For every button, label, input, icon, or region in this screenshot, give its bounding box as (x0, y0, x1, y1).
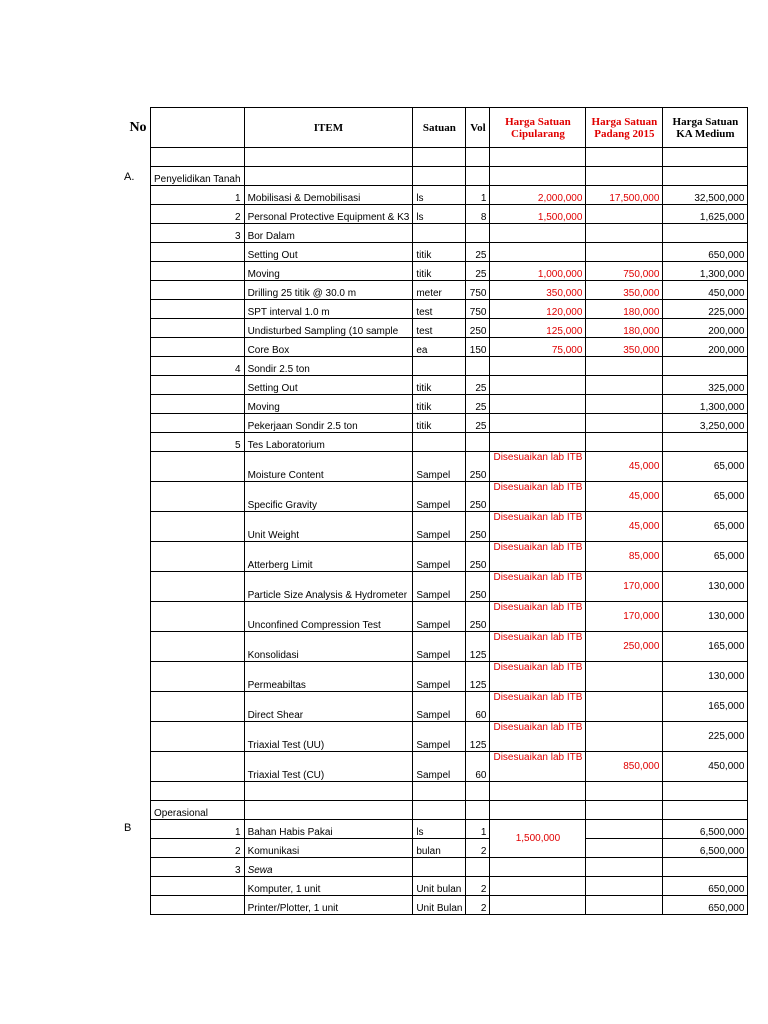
row-no (151, 395, 245, 414)
row-harga-ka-medium: 225,000 (663, 300, 748, 319)
row-no (151, 512, 245, 542)
table-row (151, 433, 748, 452)
table-row (151, 205, 748, 224)
row-harga-ka-medium: 130,000 (663, 602, 748, 632)
row-harga-padang (586, 692, 663, 722)
table-row (151, 262, 748, 281)
row-item: Komputer, 1 unit (244, 877, 413, 896)
row-vol (466, 858, 490, 877)
row-satuan: Unit bulan (413, 877, 466, 896)
row-harga-cipularang: Disesuaikan lab ITB (490, 752, 586, 782)
row-harga-ka-medium: 65,000 (663, 542, 748, 572)
row-item: Sondir 2.5 ton (244, 357, 413, 376)
row-no (151, 542, 245, 572)
row-harga-cipularang: Disesuaikan lab ITB (490, 452, 586, 482)
row-item: Bahan Habis Pakai (244, 820, 413, 839)
row-harga-padang: 750,000 (586, 262, 663, 281)
row-harga-cipularang: Disesuaikan lab ITB (490, 572, 586, 602)
table-row (151, 692, 748, 722)
row-harga-ka-medium: 1,300,000 (663, 262, 748, 281)
section-b-row (151, 801, 748, 820)
row-vol: 250 (466, 482, 490, 512)
header-no-cell (151, 108, 245, 148)
row-harga-ka-medium: 650,000 (663, 877, 748, 896)
row-item: Moving (244, 395, 413, 414)
section-b-label: B (124, 822, 132, 834)
row-satuan: Sampel (413, 632, 466, 662)
row-no: 4 (151, 357, 245, 376)
table-row (151, 662, 748, 692)
row-vol: 25 (466, 262, 490, 281)
table-row (151, 839, 748, 858)
row-satuan: titik (413, 414, 466, 433)
row-satuan: ls (413, 186, 466, 205)
table-row (151, 376, 748, 395)
row-harga-cipularang (490, 243, 586, 262)
row-satuan: Sampel (413, 452, 466, 482)
row-harga-ka-medium: 1,625,000 (663, 205, 748, 224)
row-harga-padang (586, 433, 663, 452)
row-harga-cipularang: Disesuaikan lab ITB (490, 722, 586, 752)
row-harga-ka-medium: 450,000 (663, 752, 748, 782)
table-row (151, 186, 748, 205)
header-row (151, 108, 748, 148)
row-harga-cipularang: 120,000 (490, 300, 586, 319)
row-harga-ka-medium: 200,000 (663, 319, 748, 338)
row-satuan: Sampel (413, 602, 466, 632)
header-vol: Vol (466, 108, 490, 148)
section-a-row (151, 167, 748, 186)
table-row (151, 542, 748, 572)
row-harga-ka-medium (663, 357, 748, 376)
row-harga-cipularang: 1,000,000 (490, 262, 586, 281)
row-harga-padang (586, 877, 663, 896)
row-harga-padang: 85,000 (586, 542, 663, 572)
row-harga-padang: 45,000 (586, 452, 663, 482)
row-harga-padang: 350,000 (586, 338, 663, 357)
row-item: Triaxial Test (CU) (244, 752, 413, 782)
row-no (151, 692, 245, 722)
row-item: Atterberg Limit (244, 542, 413, 572)
table-row (151, 877, 748, 896)
row-satuan: test (413, 319, 466, 338)
row-harga-cipularang: Disesuaikan lab ITB (490, 482, 586, 512)
section-a-label: A. (124, 171, 135, 183)
row-vol: 250 (466, 319, 490, 338)
row-no (151, 338, 245, 357)
row-harga-cipularang (490, 357, 586, 376)
cost-table (150, 107, 748, 915)
table-row (151, 338, 748, 357)
row-no (151, 896, 245, 915)
row-harga-padang (586, 376, 663, 395)
row-vol: 60 (466, 752, 490, 782)
row-vol (466, 224, 490, 243)
row-satuan (413, 357, 466, 376)
table-row (151, 452, 748, 482)
row-no (151, 752, 245, 782)
row-satuan: Sampel (413, 722, 466, 752)
row-harga-ka-medium: 200,000 (663, 338, 748, 357)
merged-harga-cipularang: 1,500,000 (490, 820, 586, 858)
row-vol: 250 (466, 542, 490, 572)
row-no: 3 (151, 858, 245, 877)
row-vol: 25 (466, 376, 490, 395)
row-satuan: Sampel (413, 662, 466, 692)
row-satuan (413, 858, 466, 877)
row-no (151, 452, 245, 482)
row-satuan: Sampel (413, 752, 466, 782)
header-harga-cipularang: Harga Satuan Cipularang (490, 108, 586, 148)
row-harga-padang (586, 662, 663, 692)
row-satuan: Sampel (413, 572, 466, 602)
table-row (151, 482, 748, 512)
row-vol: 2 (466, 839, 490, 858)
table-row (151, 224, 748, 243)
row-item: Undisturbed Sampling (10 sample (244, 319, 413, 338)
row-item: Moisture Content (244, 452, 413, 482)
row-harga-cipularang: 2,000,000 (490, 186, 586, 205)
table-row (151, 602, 748, 632)
row-harga-ka-medium: 3,250,000 (663, 414, 748, 433)
row-no (151, 281, 245, 300)
row-harga-padang (586, 224, 663, 243)
row-item: Permeabiltas (244, 662, 413, 692)
row-no: 5 (151, 433, 245, 452)
row-no: 3 (151, 224, 245, 243)
row-vol: 25 (466, 395, 490, 414)
row-no (151, 243, 245, 262)
row-item: Specific Gravity (244, 482, 413, 512)
row-item: Particle Size Analysis & Hydrometer (244, 572, 413, 602)
row-harga-ka-medium (663, 433, 748, 452)
row-item: Pekerjaan Sondir 2.5 ton (244, 414, 413, 433)
row-no (151, 632, 245, 662)
table-row (151, 752, 748, 782)
row-harga-ka-medium (663, 858, 748, 877)
row-vol: 2 (466, 896, 490, 915)
row-vol: 250 (466, 572, 490, 602)
row-satuan: meter (413, 281, 466, 300)
row-item: Komunikasi (244, 839, 413, 858)
row-no (151, 602, 245, 632)
row-harga-padang (586, 722, 663, 752)
blank-row (151, 782, 748, 801)
row-no (151, 300, 245, 319)
table-row (151, 722, 748, 752)
table-row (151, 632, 748, 662)
row-vol: 125 (466, 722, 490, 752)
row-satuan: ls (413, 205, 466, 224)
row-item: Tes Laboratorium (244, 433, 413, 452)
row-harga-cipularang (490, 877, 586, 896)
table-row (151, 395, 748, 414)
row-satuan: Sampel (413, 542, 466, 572)
row-satuan (413, 433, 466, 452)
row-item: Bor Dalam (244, 224, 413, 243)
row-item: Setting Out (244, 376, 413, 395)
table-row (151, 512, 748, 542)
row-item: Mobilisasi & Demobilisasi (244, 186, 413, 205)
row-vol: 1 (466, 820, 490, 839)
row-harga-cipularang: 1,500,000 (490, 205, 586, 224)
row-item: Setting Out (244, 243, 413, 262)
row-no (151, 414, 245, 433)
row-vol: 250 (466, 602, 490, 632)
row-no (151, 262, 245, 281)
row-harga-ka-medium: 650,000 (663, 243, 748, 262)
row-harga-ka-medium: 225,000 (663, 722, 748, 752)
row-vol: 750 (466, 281, 490, 300)
row-vol: 60 (466, 692, 490, 722)
row-harga-padang (586, 820, 663, 839)
row-no (151, 722, 245, 752)
row-vol: 250 (466, 452, 490, 482)
row-satuan (413, 224, 466, 243)
row-harga-padang (586, 896, 663, 915)
row-harga-cipularang: Disesuaikan lab ITB (490, 542, 586, 572)
row-harga-ka-medium: 650,000 (663, 896, 748, 915)
header-harga-padang: Harga Satuan Padang 2015 (586, 108, 663, 148)
row-vol: 125 (466, 662, 490, 692)
table-row (151, 858, 748, 877)
row-vol: 2 (466, 877, 490, 896)
row-harga-padang (586, 243, 663, 262)
row-harga-ka-medium: 32,500,000 (663, 186, 748, 205)
row-harga-ka-medium: 130,000 (663, 572, 748, 602)
row-satuan: test (413, 300, 466, 319)
row-harga-cipularang: Disesuaikan lab ITB (490, 512, 586, 542)
row-no (151, 319, 245, 338)
row-harga-cipularang: 75,000 (490, 338, 586, 357)
row-satuan: Sampel (413, 482, 466, 512)
row-item: Moving (244, 262, 413, 281)
row-harga-ka-medium: 130,000 (663, 662, 748, 692)
row-harga-cipularang: Disesuaikan lab ITB (490, 692, 586, 722)
row-vol: 150 (466, 338, 490, 357)
table-row (151, 300, 748, 319)
row-satuan: titik (413, 376, 466, 395)
row-harga-cipularang (490, 414, 586, 433)
section-a-title: Penyelidikan Tanah (154, 174, 241, 185)
row-harga-cipularang: Disesuaikan lab ITB (490, 662, 586, 692)
row-harga-padang (586, 205, 663, 224)
table-row (151, 896, 748, 915)
row-harga-padang: 170,000 (586, 572, 663, 602)
table-row (151, 820, 748, 839)
header-harga-ka-medium: Harga Satuan KA Medium (663, 108, 748, 148)
row-harga-padang: 17,500,000 (586, 186, 663, 205)
row-harga-padang: 350,000 (586, 281, 663, 300)
row-satuan: Sampel (413, 692, 466, 722)
row-item: Core Box (244, 338, 413, 357)
row-harga-ka-medium: 65,000 (663, 452, 748, 482)
section-b-title: Operasional (154, 808, 208, 819)
row-harga-ka-medium: 1,300,000 (663, 395, 748, 414)
row-satuan: titik (413, 395, 466, 414)
row-item: SPT interval 1.0 m (244, 300, 413, 319)
table-row (151, 319, 748, 338)
row-harga-ka-medium: 65,000 (663, 482, 748, 512)
row-harga-padang: 180,000 (586, 319, 663, 338)
row-satuan: ls (413, 820, 466, 839)
row-vol: 25 (466, 414, 490, 433)
row-satuan: titik (413, 262, 466, 281)
table-row (151, 243, 748, 262)
row-no: 2 (151, 839, 245, 858)
row-harga-cipularang (490, 433, 586, 452)
row-satuan: Sampel (413, 512, 466, 542)
row-harga-padang: 250,000 (586, 632, 663, 662)
row-harga-ka-medium: 325,000 (663, 376, 748, 395)
row-harga-ka-medium: 165,000 (663, 692, 748, 722)
table-row (151, 414, 748, 433)
row-satuan: ea (413, 338, 466, 357)
row-no (151, 572, 245, 602)
header-satuan: Satuan (413, 108, 466, 148)
row-item: Drilling 25 titik @ 30.0 m (244, 281, 413, 300)
row-vol (466, 433, 490, 452)
blank-row (151, 148, 748, 167)
row-harga-padang: 180,000 (586, 300, 663, 319)
table-row (151, 572, 748, 602)
table-row (151, 357, 748, 376)
row-harga-cipularang: Disesuaikan lab ITB (490, 632, 586, 662)
row-harga-ka-medium: 450,000 (663, 281, 748, 300)
row-no: 2 (151, 205, 245, 224)
row-vol (466, 357, 490, 376)
row-harga-ka-medium: 165,000 (663, 632, 748, 662)
row-harga-cipularang (490, 858, 586, 877)
row-no (151, 662, 245, 692)
row-harga-cipularang (490, 395, 586, 414)
row-satuan: titik (413, 243, 466, 262)
row-item: Sewa (244, 858, 413, 877)
row-harga-cipularang (490, 224, 586, 243)
row-item: Printer/Plotter, 1 unit (244, 896, 413, 915)
row-item: Triaxial Test (UU) (244, 722, 413, 752)
row-satuan: bulan (413, 839, 466, 858)
row-harga-cipularang: Disesuaikan lab ITB (490, 602, 586, 632)
row-harga-padang: 45,000 (586, 512, 663, 542)
row-no (151, 482, 245, 512)
row-no: 1 (151, 186, 245, 205)
header-item: ITEM (244, 108, 413, 148)
row-vol: 25 (466, 243, 490, 262)
row-vol: 750 (466, 300, 490, 319)
row-item: Personal Protective Equipment & K3 (244, 205, 413, 224)
row-satuan: Unit Bulan (413, 896, 466, 915)
row-harga-padang: 170,000 (586, 602, 663, 632)
row-item: Unconfined Compression Test (244, 602, 413, 632)
row-harga-ka-medium: 65,000 (663, 512, 748, 542)
row-no: 1 (151, 820, 245, 839)
row-no (151, 376, 245, 395)
row-harga-padang (586, 414, 663, 433)
row-harga-cipularang (490, 376, 586, 395)
row-harga-ka-medium: 6,500,000 (663, 839, 748, 858)
row-harga-padang: 850,000 (586, 752, 663, 782)
row-vol: 1 (466, 186, 490, 205)
row-harga-ka-medium (663, 224, 748, 243)
row-vol: 250 (466, 512, 490, 542)
row-item: Unit Weight (244, 512, 413, 542)
row-no (151, 877, 245, 896)
row-harga-padang (586, 395, 663, 414)
row-harga-padang (586, 839, 663, 858)
row-harga-cipularang (490, 896, 586, 915)
header-no: No (129, 120, 147, 135)
row-harga-ka-medium: 6,500,000 (663, 820, 748, 839)
row-vol: 125 (466, 632, 490, 662)
row-harga-cipularang: 125,000 (490, 319, 586, 338)
row-vol: 8 (466, 205, 490, 224)
row-harga-padang (586, 858, 663, 877)
row-harga-padang (586, 357, 663, 376)
row-harga-padang: 45,000 (586, 482, 663, 512)
row-harga-cipularang: 350,000 (490, 281, 586, 300)
row-item: Direct Shear (244, 692, 413, 722)
table-row (151, 281, 748, 300)
row-item: Konsolidasi (244, 632, 413, 662)
